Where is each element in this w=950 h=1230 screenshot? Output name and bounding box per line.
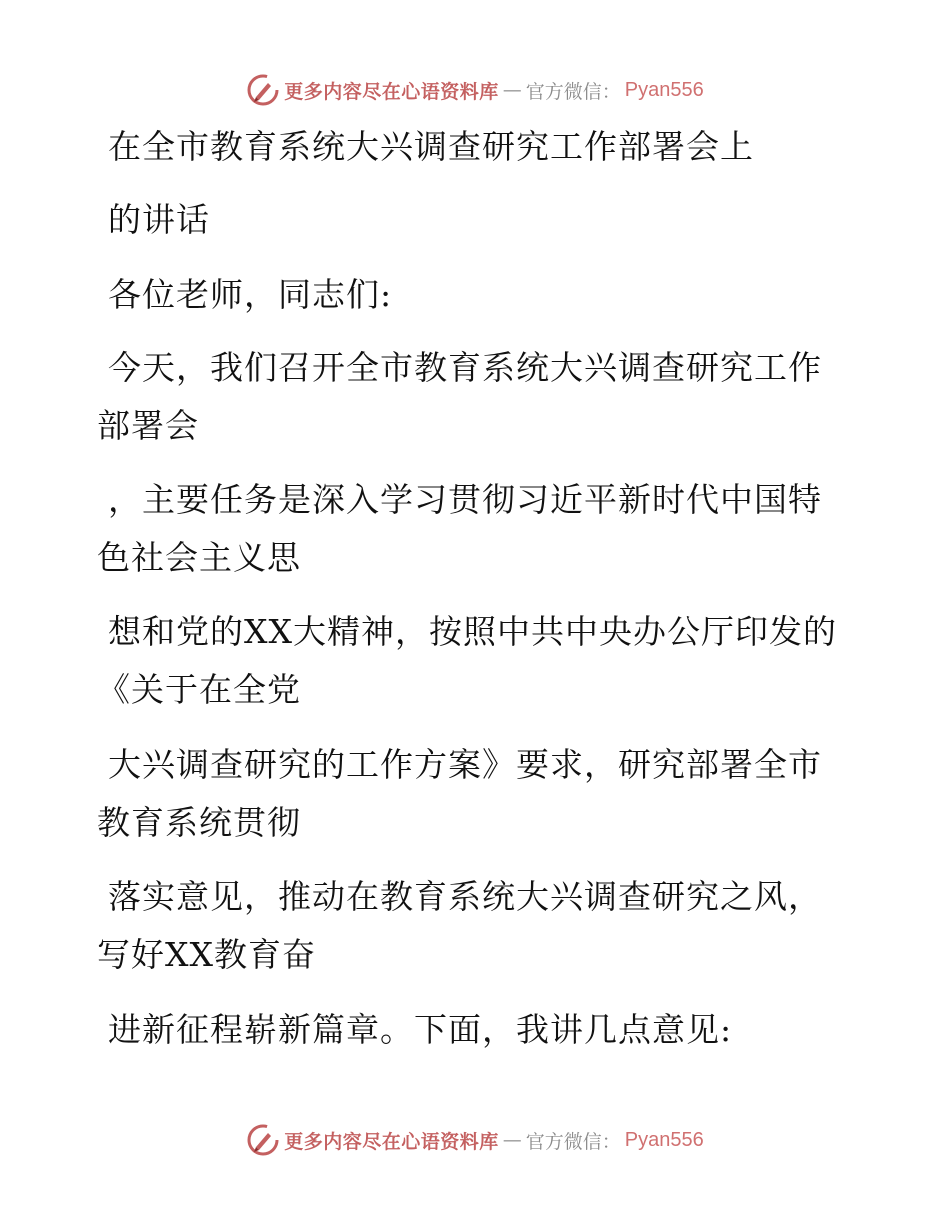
watermark-wechat-id: Pyan556: [624, 78, 704, 101]
watermark-wechat-id: Pyan556: [624, 1128, 704, 1151]
body-line: 今天，我们召开全市教育系统大兴调查研究工作: [108, 348, 822, 387]
watermark-brand: 更多内容尽在心语资料库: [284, 1130, 499, 1153]
body-line: 《关于在全党: [97, 670, 301, 709]
body-line: 部署会: [97, 406, 199, 445]
salutation: 各位老师，同志们:: [108, 275, 393, 314]
body-line: 色社会主义思: [97, 538, 301, 577]
body-line: 落实意见，推动在教育系统大兴调查研究之风，: [108, 877, 822, 916]
footer-watermark: [0, 1120, 950, 1160]
header-watermark: [0, 70, 950, 110]
pen-circle-logo-icon: [246, 1123, 280, 1157]
document-title-line-1: 在全市教育系统大兴调查研究工作部署会上: [108, 127, 754, 166]
body-line: 写好XX教育奋: [97, 935, 316, 974]
body-line: ，主要任务是深入学习贯彻习近平新时代中国特: [108, 480, 822, 519]
body-line: 大兴调查研究的工作方案》要求，研究部署全市: [108, 745, 822, 784]
watermark-label: 官方微信：: [525, 1130, 621, 1153]
watermark-separator: —: [502, 1129, 522, 1151]
body-line: 进新征程崭新篇章。下面，我讲几点意见:: [108, 1010, 733, 1049]
watermark-brand: 更多内容尽在心语资料库: [284, 80, 499, 103]
document-title-line-2: 的讲话: [108, 200, 210, 239]
watermark-label: 官方微信：: [525, 80, 621, 103]
pen-circle-logo-icon: [246, 73, 280, 107]
body-line: 教育系统贯彻: [97, 803, 301, 842]
watermark-separator: —: [502, 79, 522, 101]
body-line: 想和党的XX大精神，按照中共中央办公厅印发的: [108, 612, 837, 651]
